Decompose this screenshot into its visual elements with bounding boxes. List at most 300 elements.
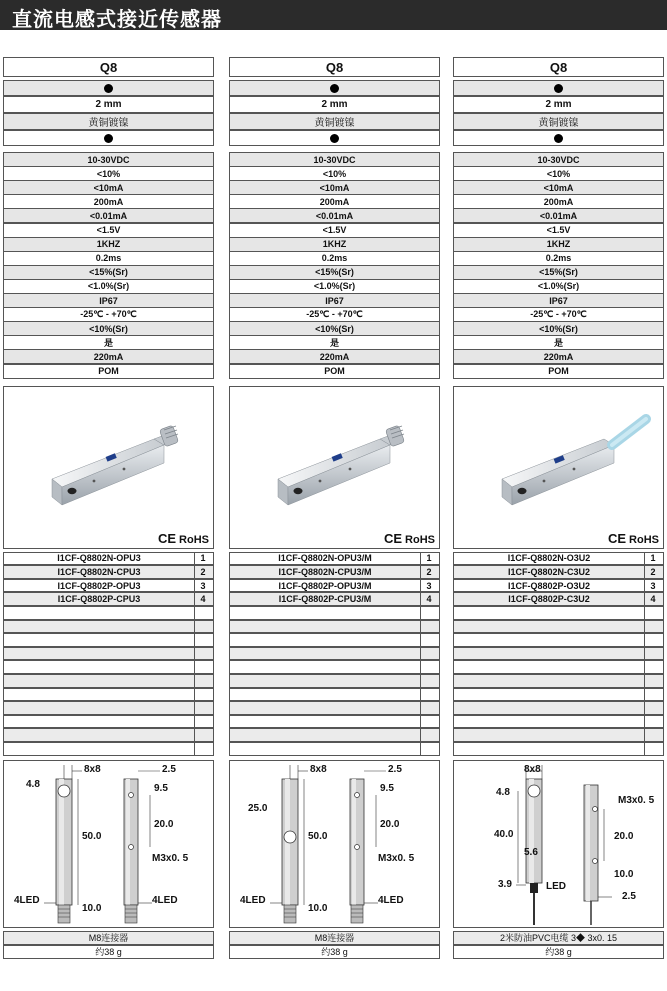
spec-value: <0.01mA (539, 210, 578, 221)
part-number-code: I1CF-Q8802N-CPU3/M (230, 566, 421, 578)
sensing-distance-cell (453, 96, 664, 113)
material-cell (3, 113, 214, 130)
spec-row (229, 335, 440, 350)
dim-mid-label: 20.0 (614, 830, 634, 842)
spec-row (3, 152, 214, 167)
empty-row (3, 660, 214, 674)
sensor-photo (453, 386, 664, 549)
empty-row (229, 715, 440, 729)
spec-row (453, 279, 664, 294)
spec-row (453, 321, 664, 336)
part-number-index: 2 (650, 566, 656, 577)
sensor-photo (229, 386, 440, 549)
spec-value: IP67 (325, 295, 344, 306)
dim-side-label: 2.5 (388, 763, 402, 775)
part-number-code (4, 716, 195, 728)
sensor-photo-wrap (454, 397, 663, 532)
material-value: 黄铜镀镍 (88, 118, 129, 129)
part-number-code (230, 648, 421, 660)
empty-row (453, 660, 664, 674)
spec-value: <15%(Sr) (315, 267, 354, 278)
part-number-code (454, 607, 645, 619)
dim-hole-label: 9.5 (380, 782, 394, 794)
dim-led-left-label: 4LED (240, 894, 266, 906)
part-number-code (454, 648, 645, 660)
spec-row (3, 321, 214, 336)
part-number-index (419, 661, 439, 673)
part-number-code (230, 689, 421, 701)
dim-led-label: LED (546, 880, 566, 892)
spec-row (453, 194, 664, 209)
spec-row (453, 293, 664, 308)
part-number-index: 1 (200, 553, 206, 564)
empty-row (453, 606, 664, 620)
spec-value: 1KHZ (96, 239, 121, 250)
part-number-row (229, 565, 440, 579)
weight-cell (453, 945, 664, 959)
empty-row (453, 701, 664, 715)
material-value: 黄铜镀镍 (314, 118, 355, 129)
spec-value: <0.01mA (315, 210, 354, 221)
spec-value: <10% (546, 168, 571, 179)
part-number-index (193, 729, 213, 741)
part-number-row (453, 579, 664, 593)
part-number-code: I1CF-Q8802N-O3U2 (454, 553, 645, 565)
spec-value: <10% (96, 168, 121, 179)
spec-value: <10%(Sr) (315, 323, 354, 334)
part-number-index (643, 675, 663, 687)
empty-row (3, 728, 214, 742)
weight-value: 约38 g (95, 947, 122, 958)
spec-row (3, 208, 214, 223)
spec-value: <10%(Sr) (89, 323, 128, 334)
filled-dot-icon (330, 84, 339, 93)
spec-row (3, 307, 214, 322)
rohs-mark-label: RoHS (179, 533, 209, 546)
filled-dot-icon (554, 134, 563, 143)
spec-row (453, 237, 664, 252)
spec-row (3, 364, 214, 379)
part-number-code (4, 661, 195, 673)
spec-row (229, 166, 440, 181)
empty-row (3, 701, 214, 715)
spec-row (229, 307, 440, 322)
part-number-code: I1CF-Q8802N-C3U2 (454, 566, 645, 578)
part-number-code (454, 743, 645, 755)
dim-length-label: 50.0 (308, 830, 328, 842)
part-number-code (230, 729, 421, 741)
part-number-code (454, 675, 645, 687)
empty-row (229, 688, 440, 702)
part-number-row (229, 579, 440, 593)
spec-row (229, 364, 440, 379)
part-number-index (193, 716, 213, 728)
part-number-index: 2 (200, 566, 206, 577)
dim-top-label: 4.8 (26, 778, 40, 790)
part-number-index (193, 743, 213, 755)
sensor-photo (3, 386, 214, 549)
empty-row (3, 620, 214, 634)
spec-row (453, 265, 664, 280)
part-number-code (230, 661, 421, 673)
part-number-code: I1CF-Q8802P-O3U2 (454, 580, 645, 592)
empty-row (3, 647, 214, 661)
spec-row (229, 152, 440, 167)
part-number-index (643, 661, 663, 673)
spec-value: <1.0%(Sr) (537, 281, 580, 292)
connection-type-value: M8连接器 (314, 933, 355, 944)
dim-led-gap-label: 5.6 (524, 846, 538, 858)
dimension-drawing-box (3, 760, 214, 928)
part-number-row (453, 565, 664, 579)
spec-value: -25℃ - +70℃ (530, 309, 587, 320)
spec-value: <1.0%(Sr) (87, 281, 130, 292)
part-number-code: I1CF-Q8802P-CPU3/M (230, 593, 421, 605)
shield-type-cell (229, 80, 440, 96)
part-number-row (3, 579, 214, 593)
empty-row (453, 647, 664, 661)
spec-row (3, 279, 214, 294)
part-number-code (4, 648, 195, 660)
connection-type-value: M8连接器 (88, 933, 129, 944)
part-number-code: I1CF-Q8802N-CPU3 (4, 566, 195, 578)
part-number-row (229, 592, 440, 606)
part-number-index (643, 621, 663, 633)
shield-type-cell (453, 80, 664, 96)
spec-row (229, 293, 440, 308)
connection-type-cell (229, 931, 440, 945)
spec-value: 1KHZ (322, 239, 347, 250)
sensor-photo-wrap (230, 397, 439, 532)
part-number-index: 4 (200, 594, 206, 605)
spec-row (229, 265, 440, 280)
part-number-code (454, 621, 645, 633)
spec-row (229, 208, 440, 223)
ce-mark-label: CE (157, 530, 177, 546)
spec-row (453, 307, 664, 322)
part-number-index (193, 607, 213, 619)
part-number-index (643, 716, 663, 728)
part-number-code (4, 729, 195, 741)
sensing-distance-cell (3, 96, 214, 113)
spec-value: 是 (329, 338, 339, 349)
spec-row (3, 166, 214, 181)
spec-value: IP67 (549, 295, 568, 306)
empty-row (229, 674, 440, 688)
spec-value: <10mA (93, 182, 124, 193)
dim-top-label: 4.8 (496, 786, 510, 798)
spec-value: <0.01mA (89, 210, 128, 221)
weight-value: 约38 g (321, 947, 348, 958)
spec-row (453, 166, 664, 181)
model-cell (453, 57, 664, 77)
spec-row (3, 349, 214, 364)
part-number-index (193, 702, 213, 714)
empty-row (229, 660, 440, 674)
part-number-index (643, 648, 663, 660)
part-number-code (4, 607, 195, 619)
empty-row (229, 647, 440, 661)
dim-side-label: 2.5 (162, 763, 176, 775)
connection-type-cell (3, 931, 214, 945)
part-number-code (230, 621, 421, 633)
spec-row (453, 349, 664, 364)
dim-connector-label: 10.0 (82, 902, 102, 914)
part-number-index (193, 621, 213, 633)
empty-row (229, 620, 440, 634)
spec-value: 220mA (319, 351, 350, 362)
part-number-row (453, 552, 664, 566)
spec-value: <1.5V (322, 225, 347, 236)
part-number-index (419, 634, 439, 646)
filled-dot-icon (554, 84, 563, 93)
part-number-index (193, 648, 213, 660)
empty-row (453, 715, 664, 729)
part-number-code: I1CF-Q8802N-OPU3/M (230, 553, 421, 565)
material-value: 黄铜镀镍 (538, 118, 579, 129)
spec-row (3, 265, 214, 280)
spec-value: 是 (553, 338, 563, 349)
part-number-code: I1CF-Q8802P-OPU3/M (230, 580, 421, 592)
part-number-code (4, 634, 195, 646)
spec-row (229, 194, 440, 209)
spec-row (229, 251, 440, 266)
sensing-distance-value: 2 mm (321, 99, 348, 110)
part-number-index (419, 729, 439, 741)
page-title: 直流电感式接近传感器 (12, 9, 222, 31)
material-cell (453, 113, 664, 130)
spec-row (3, 237, 214, 252)
empty-row (3, 633, 214, 647)
spec-value: 200mA (93, 196, 124, 207)
part-number-index (419, 689, 439, 701)
model-label: Q8 (549, 59, 568, 75)
spec-row (229, 321, 440, 336)
certification-marks (158, 531, 209, 546)
spec-row (453, 364, 664, 379)
part-number-index: 3 (650, 580, 656, 591)
model-label: Q8 (99, 59, 118, 75)
part-number-row (3, 565, 214, 579)
spec-value: 200mA (319, 196, 350, 207)
empty-row (3, 674, 214, 688)
spec-value: 220mA (93, 351, 124, 362)
filled-dot-icon (104, 84, 113, 93)
spec-row (3, 180, 214, 195)
ce-mark-label: CE (383, 530, 403, 546)
dimension-drawing (454, 761, 663, 927)
empty-row (3, 742, 214, 756)
part-number-code: I1CF-Q8802P-OPU3 (4, 580, 195, 592)
part-number-index (419, 607, 439, 619)
part-number-code (4, 621, 195, 633)
part-number-index (193, 689, 213, 701)
dim-thread-label: M3x0. 5 (618, 794, 655, 806)
part-number-index: 2 (426, 566, 432, 577)
dim-mid-label: 20.0 (154, 818, 174, 830)
part-number-index (419, 743, 439, 755)
dim-width-label: 8x8 (524, 763, 541, 775)
empty-row (453, 742, 664, 756)
spec-value: <15%(Sr) (89, 267, 128, 278)
empty-row (453, 728, 664, 742)
empty-row (453, 620, 664, 634)
part-number-code (4, 675, 195, 687)
spec-value: <10mA (319, 182, 350, 193)
spec-value: 1KHZ (546, 239, 571, 250)
empty-row (229, 742, 440, 756)
weight-value: 约38 g (545, 947, 572, 958)
spec-value: <10mA (543, 182, 574, 193)
spec-row (3, 251, 214, 266)
part-number-index (643, 607, 663, 619)
shield-type-cell (3, 80, 214, 96)
part-number-index (419, 702, 439, 714)
part-number-code (230, 634, 421, 646)
dim-top-label: 25.0 (248, 802, 268, 814)
part-number-code (454, 729, 645, 741)
part-number-row (229, 552, 440, 566)
model-cell (3, 57, 214, 77)
spec-value: <15%(Sr) (539, 267, 578, 278)
spec-row (453, 152, 664, 167)
page-header (0, 0, 667, 30)
part-number-code: I1CF-Q8802N-OPU3 (4, 553, 195, 565)
dim-thread-label: M3x0. 5 (152, 852, 189, 864)
mounting-type-cell (453, 130, 664, 146)
dim-thread-label: M3x0. 5 (378, 852, 415, 864)
spec-value: <1.5V (546, 225, 571, 236)
mounting-type-cell (3, 130, 214, 146)
part-number-index (419, 621, 439, 633)
rohs-mark-label: RoHS (405, 533, 435, 546)
spec-row (3, 223, 214, 238)
material-cell (229, 113, 440, 130)
part-number-index (643, 702, 663, 714)
part-number-index (643, 729, 663, 741)
spec-row (3, 194, 214, 209)
dim-length-label: 40.0 (494, 828, 514, 840)
spec-value: 是 (103, 338, 113, 349)
spec-value: <1.0%(Sr) (313, 281, 356, 292)
part-number-index (193, 675, 213, 687)
empty-row (453, 633, 664, 647)
empty-row (453, 688, 664, 702)
empty-row (229, 701, 440, 715)
spec-value: -25℃ - +70℃ (306, 309, 363, 320)
spec-value: POM (324, 366, 345, 377)
part-number-index: 4 (650, 594, 656, 605)
part-number-code (230, 702, 421, 714)
spec-row (453, 180, 664, 195)
sensor-photo-image (454, 397, 663, 527)
weight-cell (229, 945, 440, 959)
part-number-code (230, 716, 421, 728)
spec-value: 10-30VDC (313, 154, 356, 165)
part-number-index (419, 716, 439, 728)
dim-width-label: 8x8 (84, 763, 101, 775)
sensing-distance-value: 2 mm (545, 99, 572, 110)
part-number-index (643, 634, 663, 646)
ce-mark-label: CE (607, 530, 627, 546)
sensor-photo-image (230, 397, 439, 527)
part-number-index (193, 634, 213, 646)
part-number-code: I1CF-Q8802P-CPU3 (4, 593, 195, 605)
part-number-index (419, 675, 439, 687)
spec-value: 0.2ms (321, 253, 348, 264)
part-number-code (454, 702, 645, 714)
filled-dot-icon (104, 134, 113, 143)
spec-value: 0.2ms (95, 253, 122, 264)
spec-value: 200mA (543, 196, 574, 207)
spec-value: -25℃ - +70℃ (80, 309, 137, 320)
spec-row (453, 251, 664, 266)
dim-width-label: 8x8 (310, 763, 327, 775)
dim-led-right-label: 4LED (152, 894, 178, 906)
part-number-index: 1 (426, 553, 432, 564)
part-number-code (230, 607, 421, 619)
sensor-photo-image (4, 397, 213, 527)
spec-value: IP67 (99, 295, 118, 306)
part-number-row (453, 592, 664, 606)
dim-mid-label: 20.0 (380, 818, 400, 830)
spec-row (453, 223, 664, 238)
part-number-index (643, 689, 663, 701)
spec-value: 10-30VDC (87, 154, 130, 165)
part-number-code (454, 716, 645, 728)
empty-row (453, 674, 664, 688)
spec-row (229, 223, 440, 238)
connection-type-cell (453, 931, 664, 945)
spec-row (3, 293, 214, 308)
connection-type-value: 2米防油PVC电缆 3◆ 3x0. 15 (499, 933, 618, 944)
spec-value: POM (98, 366, 119, 377)
spec-value: <10%(Sr) (539, 323, 578, 334)
part-number-code (4, 689, 195, 701)
part-number-index (643, 743, 663, 755)
spec-value: POM (548, 366, 569, 377)
certification-marks (608, 531, 659, 546)
dim-side-label: 2.5 (622, 890, 636, 902)
empty-row (3, 715, 214, 729)
part-number-code (230, 743, 421, 755)
spec-value: 0.2ms (545, 253, 572, 264)
spec-row (229, 349, 440, 364)
part-number-index: 1 (650, 553, 656, 564)
part-number-code (454, 661, 645, 673)
empty-row (229, 633, 440, 647)
part-number-code (454, 689, 645, 701)
empty-row (3, 606, 214, 620)
spec-row (229, 279, 440, 294)
spec-value: 10-30VDC (537, 154, 580, 165)
empty-row (229, 728, 440, 742)
dim-cable-offset-label: 3.9 (498, 878, 512, 890)
part-number-index: 4 (426, 594, 432, 605)
dim-led-right-label: 4LED (378, 894, 404, 906)
dim-connector-label: 10.0 (308, 902, 328, 914)
sensing-distance-cell (229, 96, 440, 113)
spec-value: <1.5V (96, 225, 121, 236)
part-number-code (230, 675, 421, 687)
part-number-row (3, 592, 214, 606)
empty-row (229, 606, 440, 620)
part-number-index (193, 661, 213, 673)
part-number-row (3, 552, 214, 566)
part-number-code (454, 634, 645, 646)
sensor-photo-wrap (4, 397, 213, 532)
empty-row (3, 688, 214, 702)
